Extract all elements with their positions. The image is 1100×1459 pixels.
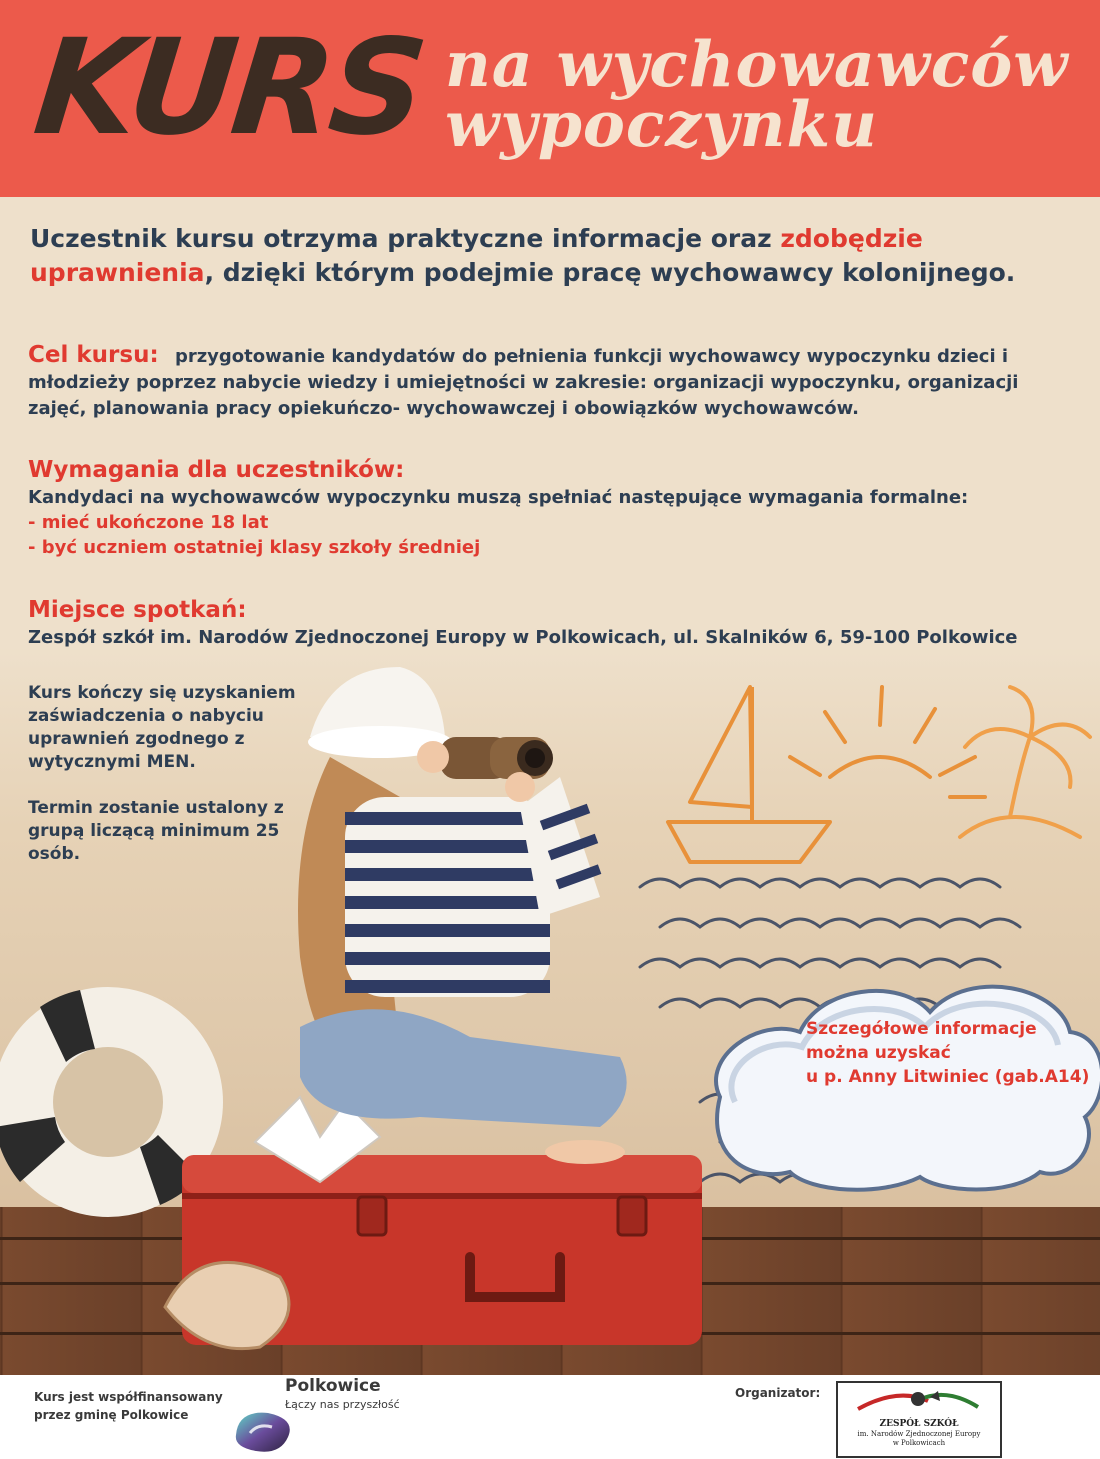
title-subtitle-line1: na wychowawców — [445, 27, 1069, 101]
certificate-text: Kurs kończy się uzyskaniem zaświadczenia o nabyciu uprawnień zgodnego z wytycznymi MEN. — [28, 683, 296, 772]
contact-line2: można uzyskać — [806, 1043, 951, 1063]
intro-part1: Uczestnik kursu otrzyma praktyczne informacje oraz — [30, 224, 781, 253]
location-title: Miejsce spotkań: — [28, 597, 247, 623]
title-subtitle-line2: wypoczynku — [445, 87, 878, 161]
polkowice-name: Polkowice — [285, 1376, 381, 1396]
binoculars-illustration — [440, 737, 553, 779]
requirements-title: Wymagania dla uczestników: — [28, 457, 405, 483]
school-subtitle-line1: im. Narodów Zjednoczonej Europy — [857, 1430, 981, 1438]
intro-text — [30, 222, 1080, 290]
polkowice-tagline: Łączy nas przyszłość — [285, 1398, 400, 1411]
title-kurs: KURS — [27, 11, 430, 165]
requirements-text: Kandydaci na wychowawców wypoczynku muszą spełniać następujące wymagania formalne: — [28, 487, 969, 508]
goal-text: przygotowanie kandydatów do pełnienia funkcji wychowawcy wypoczynku dzieci i młodzieży poprzez nabycie wiedzy i umiejętności w zakresie: organizacji wypoczynku, organizacji zajęć, planowania pracy opiekuńczo- wychowawczej i obowiązków wychowawców. — [28, 346, 1019, 419]
polkowice-logo-icon — [228, 1405, 298, 1455]
requirement-item: - mieć ukończone 18 lat — [28, 512, 269, 533]
child-illustration — [298, 667, 627, 1164]
title-subtitle — [445, 27, 1069, 161]
side-info — [28, 682, 298, 889]
sun-drawing — [790, 687, 985, 797]
school-logo — [836, 1381, 1002, 1458]
goal-section — [28, 342, 1078, 422]
school-subtitle — [838, 1430, 1000, 1448]
contact-line1: Szczegółowe informacje — [806, 1019, 1037, 1039]
intro-part2: , dzięki którym podejmie pracę wychowawcy kolonijnego. — [204, 258, 1016, 287]
intro-highlight: zdobędzie uprawnienia — [30, 224, 923, 287]
content-area — [0, 197, 1100, 1375]
requirements-section — [28, 455, 1078, 560]
cofinancing-line1: Kurs jest współfinansowany — [34, 1390, 223, 1404]
location-section — [28, 595, 1078, 650]
contact-info — [806, 1017, 1096, 1089]
cofinancing-line2: przez gminę Polkowice — [34, 1408, 189, 1422]
contact-name: Anny Litwiniec (gab.A14) — [848, 1067, 1090, 1087]
organizer-label: Organizator: — [735, 1386, 821, 1400]
sailboat-drawing — [668, 687, 830, 862]
school-name: ZESPÓŁ SZKÓŁ — [879, 1419, 959, 1429]
contact-line3 — [806, 1065, 1096, 1089]
cofinancing-note — [34, 1388, 223, 1424]
location-text: Zespół szkół im. Narodów Zjednoczonej Europy w Polkowicach, ul. Skalników 6, 59-100 Polkowice — [28, 627, 1018, 648]
requirement-item: - być uczniem ostatniej klasy szkoły średniej — [28, 537, 481, 558]
header-banner — [0, 0, 1100, 197]
goal-title: Cel kursu: — [28, 342, 159, 368]
school-subtitle-line2: w Polkowicach — [892, 1439, 946, 1447]
schedule-text: Termin zostanie ustalony z grupą liczącą minimum 25 osób. — [28, 798, 284, 864]
school-logo-icon — [838, 1383, 1000, 1419]
contact-prefix: u p. — [806, 1067, 849, 1087]
palm-island-drawing — [960, 687, 1090, 837]
